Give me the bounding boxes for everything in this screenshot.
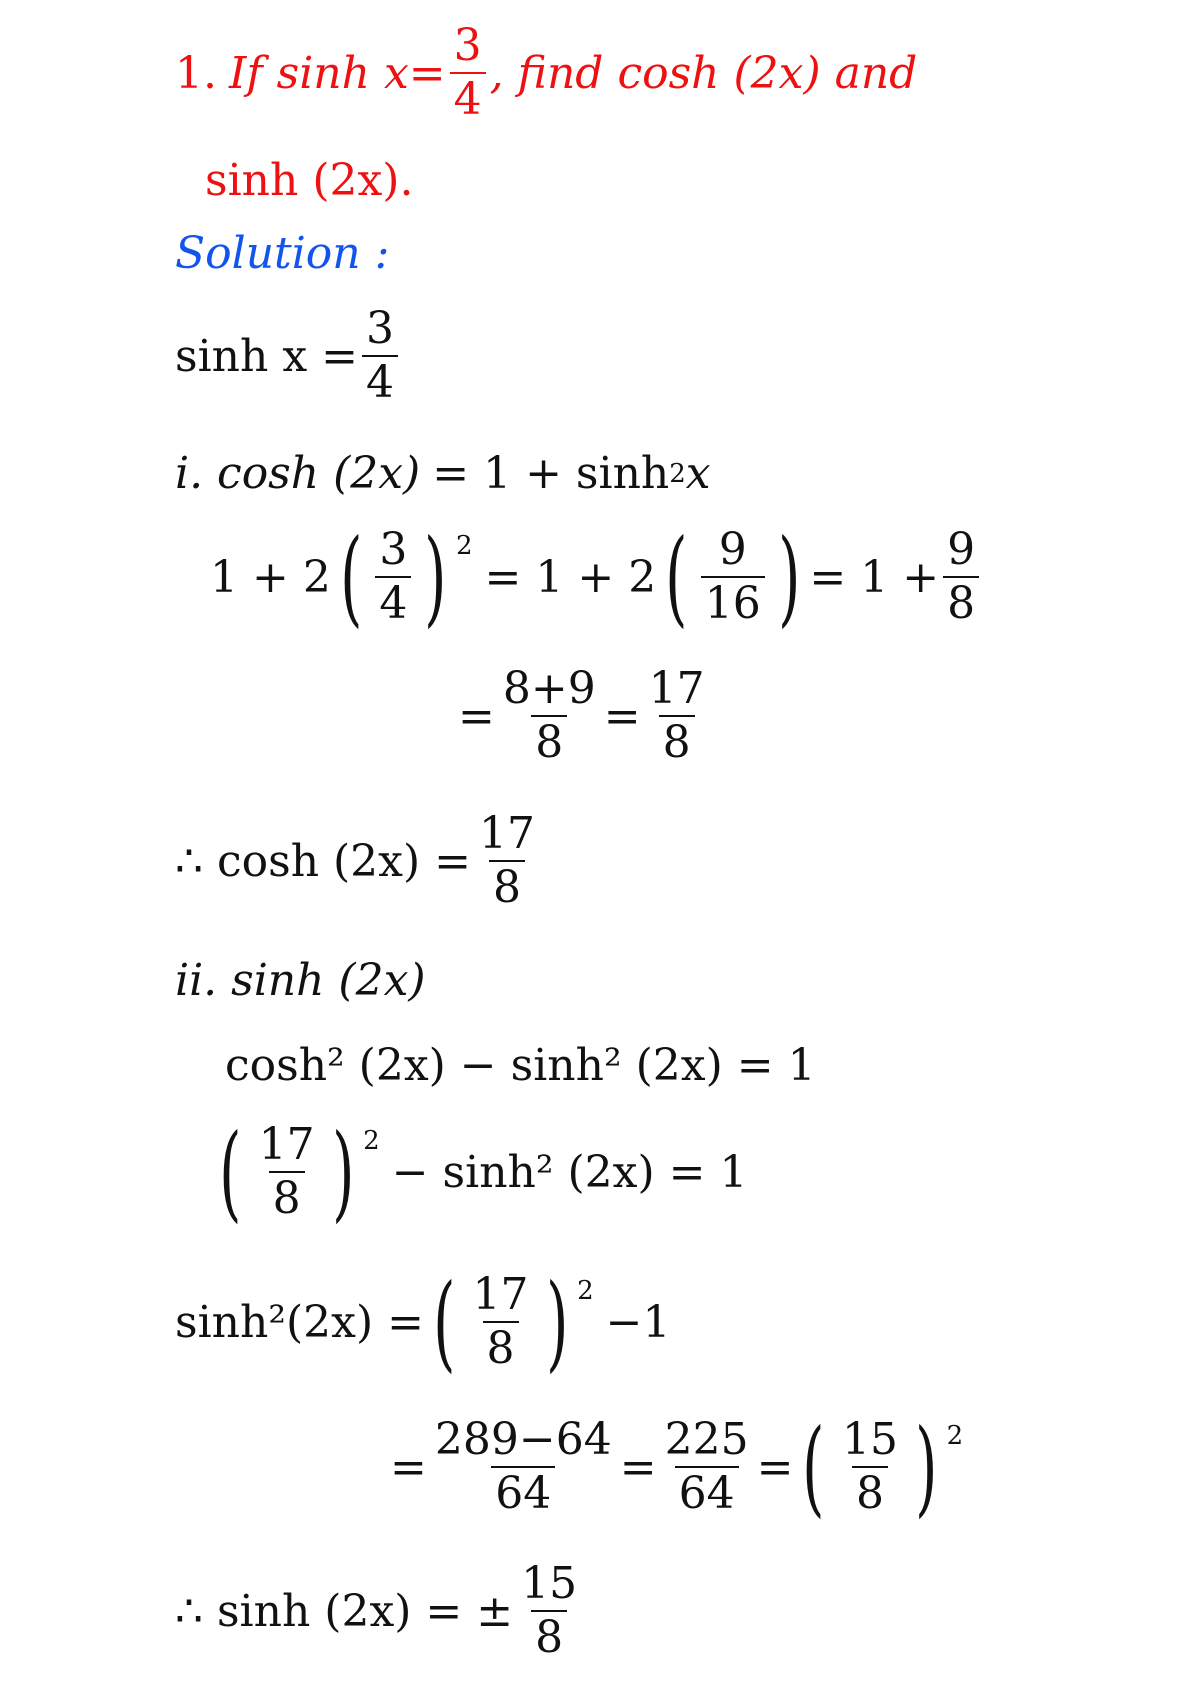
solution-label: Solution :: [175, 228, 390, 279]
problem-line-2: sinh (2x).: [205, 155, 414, 206]
given-fraction: $\frac{3}{4}$: [362, 305, 398, 408]
part-ii-result: ∴ sinh (2x) = ± $\frac{15}{8}$: [175, 1558, 578, 1664]
part-i-result: ∴ cosh (2x) = $\frac{17}{8}$: [175, 808, 536, 914]
part-i-step-1: 1 + 2 ( $\frac{3}{4}$ ) 2 = 1 + 2 ( $\frac{9}{16}$ ) = 1 + $\frac{9}{8}$: [210, 525, 983, 629]
given-equation: sinh x = $\frac{3}{4}$: [175, 305, 402, 408]
problem-if-text: If sinh x: [228, 47, 409, 99]
problem-fraction: $\frac{3}{4}$: [450, 22, 486, 125]
part-ii-compute: = $\frac{289-64}{64}$ = $\frac{225}{64}$ = ( $\frac{15}{8}$ ) 2: [390, 1406, 964, 1528]
problem-line-1: 1. If sinh x = $\frac{3}{4}$ , find cosh (2x) and: [175, 20, 918, 126]
part-ii-substitution: ( $\frac{17}{8}$ ) 2 − sinh² (2x) = 1: [219, 1111, 748, 1233]
problem-number: 1.: [175, 47, 217, 99]
part-ii-isolate: sinh²(2x) = ( $\frac{17}{8}$ ) 2 −1: [175, 1261, 671, 1383]
part-i-heading: i. cosh (2x) = 1 + sinh 2 x: [175, 448, 711, 499]
part-ii-heading: ii. sinh (2x): [175, 955, 426, 1006]
problem-find-text: , find cosh (2x) and: [489, 47, 918, 99]
part-i-step-2: = $\frac{8+9}{8}$ = $\frac{17}{8}$: [458, 663, 705, 769]
part-ii-identity: cosh² (2x) − sinh² (2x) = 1: [225, 1040, 816, 1091]
